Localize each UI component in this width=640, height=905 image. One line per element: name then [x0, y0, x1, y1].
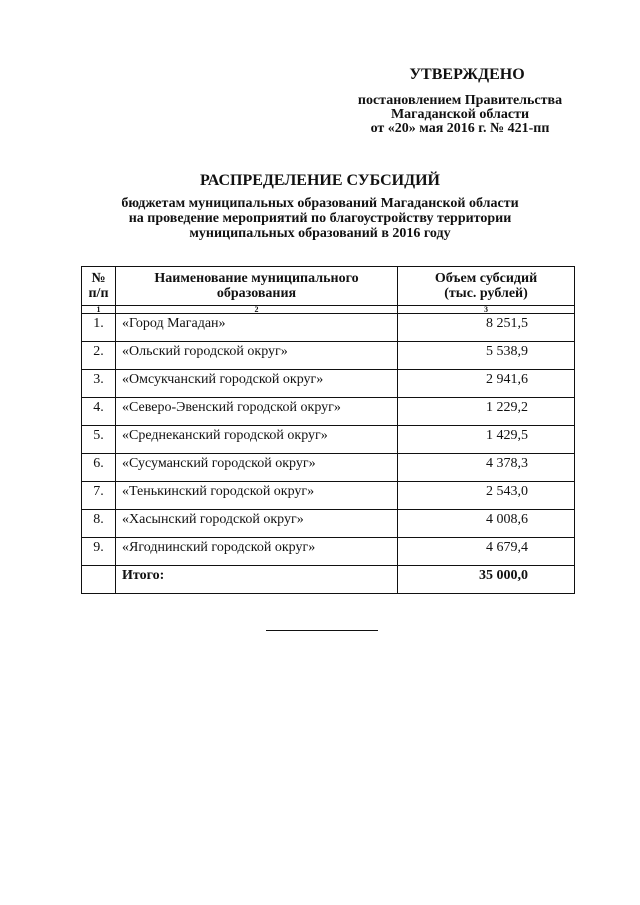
- row-name: «Город Магадан»: [116, 314, 398, 342]
- header-name: [116, 267, 398, 306]
- table-header-row: [82, 267, 575, 306]
- row-name: «Сусуманский городской округ»: [116, 454, 398, 482]
- header-num: [82, 267, 116, 306]
- approval-line: от «20» мая 2016 г. № 421-пп: [370, 121, 550, 136]
- subsidy-table: [81, 266, 575, 594]
- header-amount: [398, 267, 575, 306]
- row-name: «Омсукчанский городской округ»: [116, 370, 398, 398]
- subtitle-line: на проведение мероприятий по благоустройству территории: [128, 211, 512, 226]
- header-amount-line: Объем субсидий: [434, 271, 538, 286]
- header-num-line: №: [91, 271, 106, 286]
- approval-line: постановлением Правительства: [357, 93, 563, 108]
- total-label: Итого:: [116, 566, 398, 594]
- closing-divider: [266, 630, 378, 631]
- table-row: [82, 538, 575, 566]
- total-empty-cell: [82, 566, 116, 594]
- table-row: [82, 510, 575, 538]
- row-name: «Северо-Эвенский городской округ»: [116, 398, 398, 426]
- subtitle-line: бюджетам муниципальных образований Магаданской области: [121, 196, 519, 211]
- approval-heading: УТВЕРЖДЕНО: [409, 66, 525, 83]
- row-name: «Ольский городской округ»: [116, 342, 398, 370]
- row-number: 8.: [82, 510, 116, 538]
- row-name: «Тенькинский городской округ»: [116, 482, 398, 510]
- row-amount: 8 251,5: [398, 314, 575, 342]
- row-amount: 4 679,4: [398, 538, 575, 566]
- table-row: [82, 370, 575, 398]
- row-number: 2.: [82, 342, 116, 370]
- row-number: 6.: [82, 454, 116, 482]
- row-amount: 1 429,5: [398, 426, 575, 454]
- header-amount-line: (тыс. рублей): [444, 286, 528, 301]
- column-index: 3: [398, 306, 575, 314]
- row-number: 5.: [82, 426, 116, 454]
- row-amount: 5 538,9: [398, 342, 575, 370]
- total-amount: 35 000,0: [398, 566, 575, 594]
- row-name: «Среднеканский городской округ»: [116, 426, 398, 454]
- document-subtitle: [90, 196, 550, 241]
- row-number: 7.: [82, 482, 116, 510]
- column-index-row: [82, 306, 575, 314]
- row-name: «Хасынский городской округ»: [116, 510, 398, 538]
- row-name: «Ягоднинский городской округ»: [116, 538, 398, 566]
- row-number: 3.: [82, 370, 116, 398]
- row-number: 9.: [82, 538, 116, 566]
- row-amount: 2 941,6: [398, 370, 575, 398]
- row-amount: 1 229,2: [398, 398, 575, 426]
- row-number: 4.: [82, 398, 116, 426]
- approval-line: Магаданской области: [390, 107, 530, 122]
- table-row: [82, 454, 575, 482]
- column-index: 1: [82, 306, 116, 314]
- header-name-line: образования: [216, 286, 297, 301]
- header-num-line: п/п: [88, 286, 109, 301]
- table-row: [82, 426, 575, 454]
- table-row: [82, 314, 575, 342]
- approval-block: [340, 66, 580, 136]
- header-name-line: Наименование муниципального: [154, 271, 359, 286]
- row-amount: 4 378,3: [398, 454, 575, 482]
- row-amount: 4 008,6: [398, 510, 575, 538]
- document-title: РАСПРЕДЕЛЕНИЕ СУБСИДИЙ: [199, 172, 440, 189]
- subtitle-line: муниципальных образований в 2016 году: [189, 226, 451, 241]
- total-row: [82, 566, 575, 594]
- row-number: 1.: [82, 314, 116, 342]
- table-row: [82, 482, 575, 510]
- row-amount: 2 543,0: [398, 482, 575, 510]
- table-row: [82, 398, 575, 426]
- table-row: [82, 342, 575, 370]
- column-index: 2: [116, 306, 398, 314]
